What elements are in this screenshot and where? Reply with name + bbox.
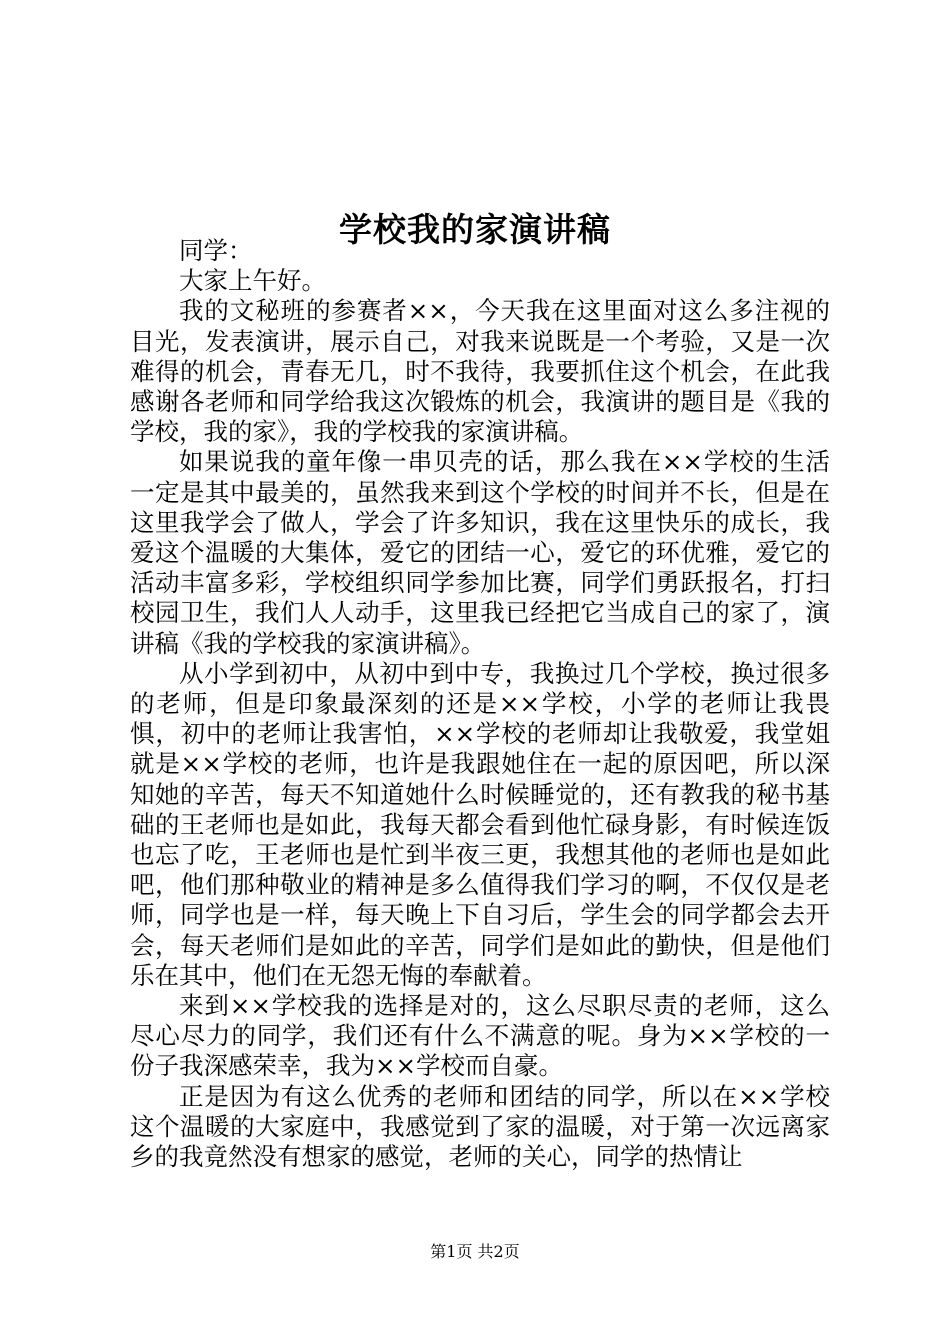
paragraph-warmth: 正是因为有这么优秀的老师和团结的同学，所以在××学校这个温暖的大家庭中，我感觉到了家的温暖，对于第一次远离家乡的我竟然没有想家的感觉，老师的关心，同学的热情让: [130, 1081, 830, 1172]
paragraph-teachers: 从小学到初中，从初中到中专，我换过几个学校，换过很多的老师，但是印象最深刻的还是××学校，小学的老师让我畏惧，初中的老师让我害怕，××学校的老师却让我敬爱，我堂姐就是××学校的老师，也许是我跟她住在一起的原因吧，所以深知她的辛苦，每天不知道她什么时候睡觉的，还有教我的秘书基础的王老师也是如此，我每天都会看到他忙碌身影，有时候连饭也忘了吃，王老师也是忙到半夜三更，我想其他的老师也是如此吧，他们那种敬业的精神是多么值得我们学习的啊，不仅仅是老师，同学也是一样，每天晚上下自习后，学生会的同学都会去开会，每天老师们是如此的辛苦，同学们是如此的勤快，但是他们乐在其中，他们在无怨无悔的奉献着。: [130, 658, 830, 990]
paragraph-choice: 来到××学校我的选择是对的，这么尽职尽责的老师，这么尽心尽力的同学，我们还有什么不满意的呢。身为××学校的一份子我深感荣幸，我为××学校而自豪。: [130, 991, 830, 1081]
paragraph-salutation: 同学：: [179, 236, 253, 265]
paragraph-school-life: 如果说我的童年像一串贝壳的话，那么我在××学校的生活一定是其中最美的，虽然我来到这个学校的时间并不长，但是在这里我学会了做人，学会了许多知识，我在这里快乐的成长，我爱这个温暖的大集体，爱它的团结一心，爱它的环优雅，爱它的活动丰富多彩，学校组织同学参加比赛，同学们勇跃报名，打扫校园卫生，我们人人动手，这里我已经把它当成自己的家了，演讲稿《我的学校我的家演讲稿》。: [130, 447, 830, 658]
document-body: [130, 236, 830, 1172]
page-number-footer: 第1页 共2页: [430, 1242, 520, 1261]
document-title: 学校我的家演讲稿: [339, 210, 611, 250]
paragraph-introduction: 我的文秘班的参赛者××，今天我在这里面对这么多注视的目光，发表演讲，展示自己，对我来说既是一个考验，又是一次难得的机会，青春无几，时不我待，我要抓住这个机会，在此我感谢各老师和同学给我这次锻炼的机会，我演讲的题目是《我的学校，我的家》，我的学校我的家演讲稿。: [130, 296, 830, 447]
paragraph-greeting: 大家上午好。: [179, 266, 326, 296]
